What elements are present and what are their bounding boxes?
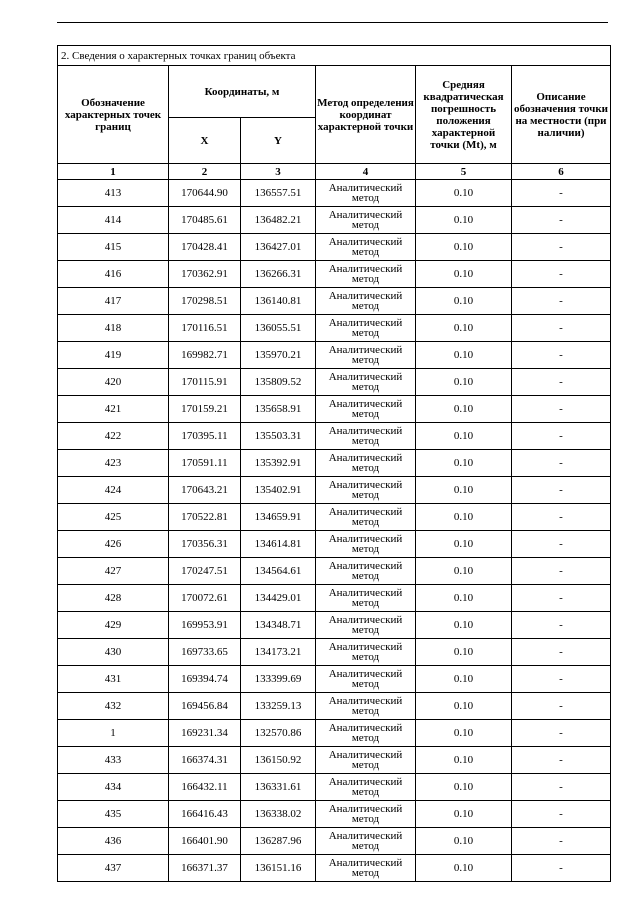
method-cell: Аналитический метод <box>316 531 416 558</box>
x-coordinate-cell: 170298.51 <box>169 288 241 315</box>
description-cell: - <box>512 369 611 396</box>
accuracy-cell: 0.10 <box>416 585 512 612</box>
description-cell: - <box>512 612 611 639</box>
accuracy-cell: 0.10 <box>416 666 512 693</box>
method-cell: Аналитический метод <box>316 666 416 693</box>
point-id-cell: 436 <box>58 828 169 855</box>
accuracy-cell: 0.10 <box>416 477 512 504</box>
y-coordinate-cell: 136338.02 <box>241 801 316 828</box>
accuracy-cell: 0.10 <box>416 342 512 369</box>
accuracy-cell: 0.10 <box>416 558 512 585</box>
description-cell: - <box>512 423 611 450</box>
x-coordinate-cell: 169982.71 <box>169 342 241 369</box>
column-number: 4 <box>316 164 416 180</box>
table-row <box>58 585 611 612</box>
point-id-cell: 423 <box>58 450 169 477</box>
method-cell: Аналитический метод <box>316 801 416 828</box>
x-coordinate-cell: 170591.11 <box>169 450 241 477</box>
y-coordinate-cell: 134614.81 <box>241 531 316 558</box>
table-row <box>58 558 611 585</box>
method-cell: Аналитический метод <box>316 369 416 396</box>
table-row <box>58 207 611 234</box>
x-coordinate-cell: 170428.41 <box>169 234 241 261</box>
column-number: 1 <box>58 164 169 180</box>
method-cell: Аналитический метод <box>316 747 416 774</box>
point-id-cell: 433 <box>58 747 169 774</box>
y-coordinate-cell: 135658.91 <box>241 396 316 423</box>
table-row <box>58 342 611 369</box>
column-number: 3 <box>241 164 316 180</box>
table-row <box>58 288 611 315</box>
accuracy-cell: 0.10 <box>416 747 512 774</box>
header-y: Y <box>241 118 316 164</box>
point-id-cell: 416 <box>58 261 169 288</box>
x-coordinate-cell: 166371.37 <box>169 855 241 882</box>
point-id-cell: 1 <box>58 720 169 747</box>
x-coordinate-cell: 169953.91 <box>169 612 241 639</box>
table-row <box>58 531 611 558</box>
point-id-cell: 426 <box>58 531 169 558</box>
point-id-cell: 414 <box>58 207 169 234</box>
point-id-cell: 434 <box>58 774 169 801</box>
description-cell: - <box>512 828 611 855</box>
description-cell: - <box>512 261 611 288</box>
accuracy-cell: 0.10 <box>416 261 512 288</box>
point-id-cell: 430 <box>58 639 169 666</box>
header-coordinates: Координаты, м <box>169 66 316 118</box>
x-coordinate-cell: 166401.90 <box>169 828 241 855</box>
x-coordinate-cell: 170522.81 <box>169 504 241 531</box>
x-coordinate-cell: 170159.21 <box>169 396 241 423</box>
y-coordinate-cell: 134348.71 <box>241 612 316 639</box>
accuracy-cell: 0.10 <box>416 801 512 828</box>
method-cell: Аналитический метод <box>316 720 416 747</box>
y-coordinate-cell: 135503.31 <box>241 423 316 450</box>
y-coordinate-cell: 136482.21 <box>241 207 316 234</box>
accuracy-cell: 0.10 <box>416 207 512 234</box>
accuracy-cell: 0.10 <box>416 774 512 801</box>
y-coordinate-cell: 135402.91 <box>241 477 316 504</box>
table-row <box>58 720 611 747</box>
method-cell: Аналитический метод <box>316 612 416 639</box>
table-row <box>58 828 611 855</box>
table-row <box>58 423 611 450</box>
description-cell: - <box>512 801 611 828</box>
method-cell: Аналитический метод <box>316 639 416 666</box>
description-cell: - <box>512 288 611 315</box>
x-coordinate-cell: 170247.51 <box>169 558 241 585</box>
table-row <box>58 666 611 693</box>
table-row <box>58 396 611 423</box>
method-cell: Аналитический метод <box>316 504 416 531</box>
method-cell: Аналитический метод <box>316 288 416 315</box>
table-row <box>58 504 611 531</box>
x-coordinate-cell: 169733.65 <box>169 639 241 666</box>
method-cell: Аналитический метод <box>316 855 416 882</box>
point-id-cell: 417 <box>58 288 169 315</box>
y-coordinate-cell: 136427.01 <box>241 234 316 261</box>
x-coordinate-cell: 166432.11 <box>169 774 241 801</box>
description-cell: - <box>512 558 611 585</box>
method-cell: Аналитический метод <box>316 585 416 612</box>
description-cell: - <box>512 477 611 504</box>
y-coordinate-cell: 134429.01 <box>241 585 316 612</box>
column-number: 2 <box>169 164 241 180</box>
accuracy-cell: 0.10 <box>416 693 512 720</box>
accuracy-cell: 0.10 <box>416 828 512 855</box>
point-id-cell: 418 <box>58 315 169 342</box>
header-method: Метод определения координат характерной точки <box>316 66 416 164</box>
description-cell: - <box>512 450 611 477</box>
y-coordinate-cell: 136331.61 <box>241 774 316 801</box>
accuracy-cell: 0.10 <box>416 234 512 261</box>
accuracy-cell: 0.10 <box>416 720 512 747</box>
y-coordinate-cell: 135392.91 <box>241 450 316 477</box>
y-coordinate-cell: 136266.31 <box>241 261 316 288</box>
accuracy-cell: 0.10 <box>416 450 512 477</box>
x-coordinate-cell: 169231.34 <box>169 720 241 747</box>
description-cell: - <box>512 531 611 558</box>
point-id-cell: 422 <box>58 423 169 450</box>
y-coordinate-cell: 136557.51 <box>241 180 316 207</box>
accuracy-cell: 0.10 <box>416 504 512 531</box>
accuracy-cell: 0.10 <box>416 315 512 342</box>
description-cell: - <box>512 693 611 720</box>
description-cell: - <box>512 504 611 531</box>
x-coordinate-cell: 166416.43 <box>169 801 241 828</box>
y-coordinate-cell: 134173.21 <box>241 639 316 666</box>
x-coordinate-cell: 170362.91 <box>169 261 241 288</box>
table-row <box>58 180 611 207</box>
column-number: 6 <box>512 164 611 180</box>
point-id-cell: 432 <box>58 693 169 720</box>
table-row <box>58 801 611 828</box>
point-id-cell: 415 <box>58 234 169 261</box>
header-point: Обозначение характерных точек границ <box>58 66 169 164</box>
method-cell: Аналитический метод <box>316 261 416 288</box>
table-row <box>58 477 611 504</box>
x-coordinate-cell: 170116.51 <box>169 315 241 342</box>
description-cell: - <box>512 666 611 693</box>
y-coordinate-cell: 133259.13 <box>241 693 316 720</box>
y-coordinate-cell: 135809.52 <box>241 369 316 396</box>
table-row <box>58 369 611 396</box>
x-coordinate-cell: 169394.74 <box>169 666 241 693</box>
accuracy-cell: 0.10 <box>416 612 512 639</box>
method-cell: Аналитический метод <box>316 558 416 585</box>
x-coordinate-cell: 170072.61 <box>169 585 241 612</box>
point-id-cell: 413 <box>58 180 169 207</box>
y-coordinate-cell: 132570.86 <box>241 720 316 747</box>
point-id-cell: 427 <box>58 558 169 585</box>
method-cell: Аналитический метод <box>316 774 416 801</box>
x-coordinate-cell: 169456.84 <box>169 693 241 720</box>
accuracy-cell: 0.10 <box>416 369 512 396</box>
description-cell: - <box>512 234 611 261</box>
header-description: Описание обозначения точки на местности (при наличии) <box>512 66 611 164</box>
column-number: 5 <box>416 164 512 180</box>
point-id-cell: 435 <box>58 801 169 828</box>
table-row <box>58 693 611 720</box>
table-row <box>58 774 611 801</box>
point-id-cell: 424 <box>58 477 169 504</box>
accuracy-cell: 0.10 <box>416 639 512 666</box>
section-title: 2. Сведения о характерных точках границ объекта <box>58 46 611 66</box>
table-row <box>58 234 611 261</box>
method-cell: Аналитический метод <box>316 450 416 477</box>
y-coordinate-cell: 136140.81 <box>241 288 316 315</box>
table-row <box>58 315 611 342</box>
document-page <box>57 45 610 882</box>
method-cell: Аналитический метод <box>316 342 416 369</box>
x-coordinate-cell: 170115.91 <box>169 369 241 396</box>
description-cell: - <box>512 396 611 423</box>
y-coordinate-cell: 136150.92 <box>241 747 316 774</box>
accuracy-cell: 0.10 <box>416 180 512 207</box>
x-coordinate-cell: 170485.61 <box>169 207 241 234</box>
table-row <box>58 855 611 882</box>
point-id-cell: 421 <box>58 396 169 423</box>
top-rule <box>57 22 608 23</box>
description-cell: - <box>512 315 611 342</box>
point-id-cell: 437 <box>58 855 169 882</box>
y-coordinate-cell: 134564.61 <box>241 558 316 585</box>
x-coordinate-cell: 170395.11 <box>169 423 241 450</box>
table-row <box>58 639 611 666</box>
description-cell: - <box>512 207 611 234</box>
method-cell: Аналитический метод <box>316 693 416 720</box>
y-coordinate-cell: 136287.96 <box>241 828 316 855</box>
boundary-points-table <box>57 45 611 882</box>
description-cell: - <box>512 774 611 801</box>
description-cell: - <box>512 639 611 666</box>
method-cell: Аналитический метод <box>316 396 416 423</box>
table-row <box>58 612 611 639</box>
y-coordinate-cell: 134659.91 <box>241 504 316 531</box>
description-cell: - <box>512 855 611 882</box>
description-cell: - <box>512 180 611 207</box>
method-cell: Аналитический метод <box>316 180 416 207</box>
point-id-cell: 431 <box>58 666 169 693</box>
accuracy-cell: 0.10 <box>416 396 512 423</box>
method-cell: Аналитический метод <box>316 828 416 855</box>
y-coordinate-cell: 136151.16 <box>241 855 316 882</box>
point-id-cell: 419 <box>58 342 169 369</box>
description-cell: - <box>512 720 611 747</box>
header-accuracy: Средняя квадратическая погрешность положения характерной точки (Mt), м <box>416 66 512 164</box>
accuracy-cell: 0.10 <box>416 855 512 882</box>
y-coordinate-cell: 133399.69 <box>241 666 316 693</box>
method-cell: Аналитический метод <box>316 315 416 342</box>
method-cell: Аналитический метод <box>316 234 416 261</box>
header-x: X <box>169 118 241 164</box>
point-id-cell: 425 <box>58 504 169 531</box>
point-id-cell: 420 <box>58 369 169 396</box>
method-cell: Аналитический метод <box>316 207 416 234</box>
y-coordinate-cell: 135970.21 <box>241 342 316 369</box>
point-id-cell: 428 <box>58 585 169 612</box>
x-coordinate-cell: 170644.90 <box>169 180 241 207</box>
table-row <box>58 747 611 774</box>
method-cell: Аналитический метод <box>316 423 416 450</box>
table-row <box>58 450 611 477</box>
method-cell: Аналитический метод <box>316 477 416 504</box>
table-row <box>58 261 611 288</box>
accuracy-cell: 0.10 <box>416 531 512 558</box>
description-cell: - <box>512 585 611 612</box>
y-coordinate-cell: 136055.51 <box>241 315 316 342</box>
accuracy-cell: 0.10 <box>416 288 512 315</box>
accuracy-cell: 0.10 <box>416 423 512 450</box>
x-coordinate-cell: 170356.31 <box>169 531 241 558</box>
point-id-cell: 429 <box>58 612 169 639</box>
description-cell: - <box>512 342 611 369</box>
x-coordinate-cell: 170643.21 <box>169 477 241 504</box>
description-cell: - <box>512 747 611 774</box>
column-numbers-row <box>58 164 611 180</box>
x-coordinate-cell: 166374.31 <box>169 747 241 774</box>
table-body <box>58 180 611 882</box>
